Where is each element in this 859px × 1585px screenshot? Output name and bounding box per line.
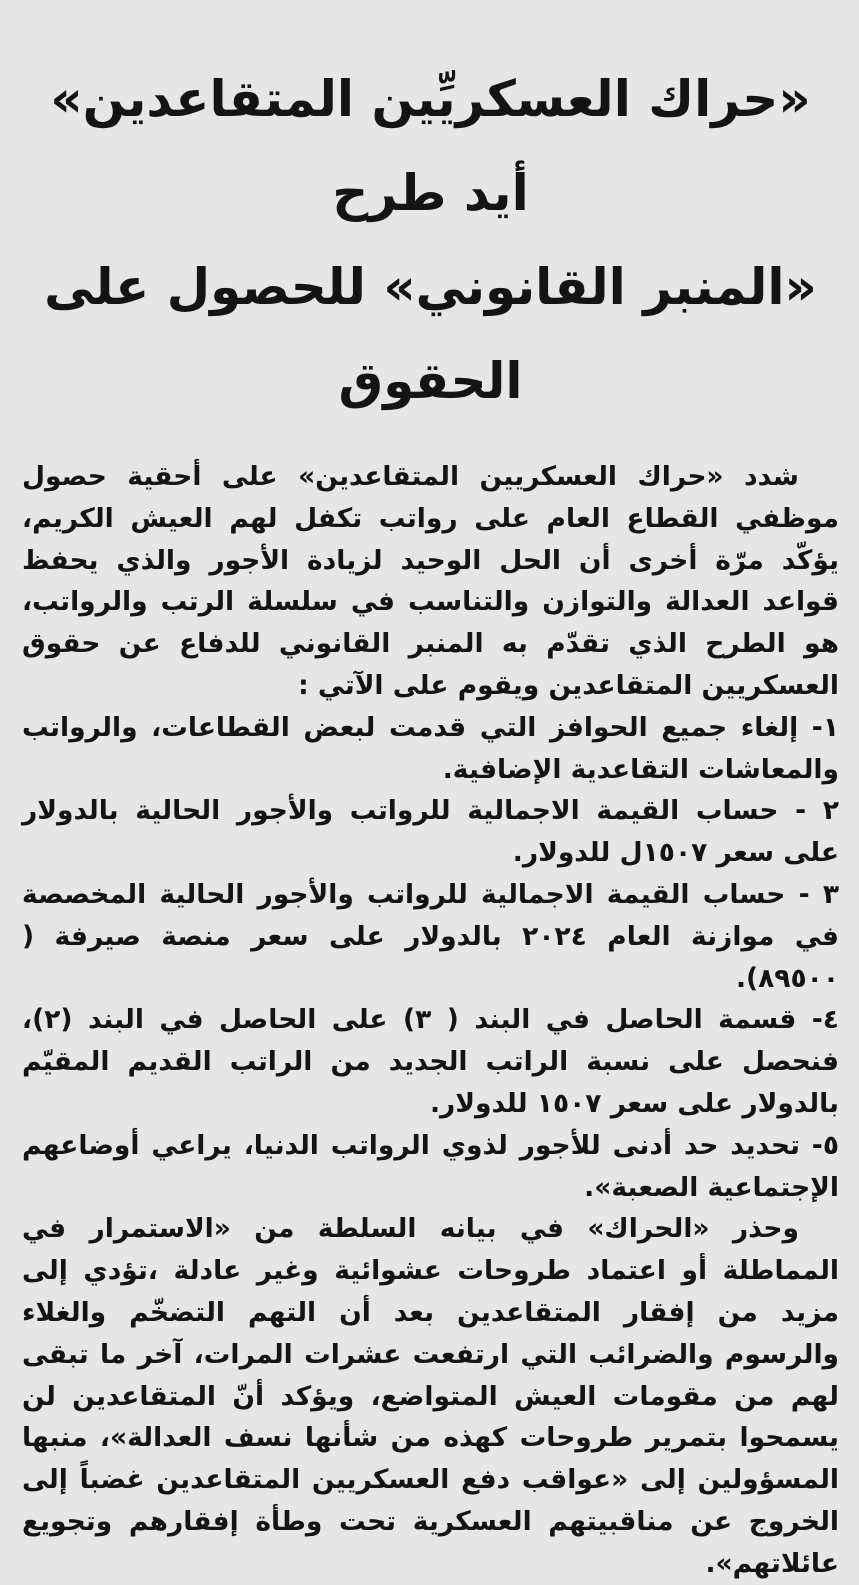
point-3: ٣ - حساب القيمة الاجمالية للرواتب والأجور الحالية المخصصة في موازنة العام ٢٠٢٤ بالدولار على سعر منصة صيرفة ( ٨٩٥٠٠).	[22, 878, 839, 994]
point-2: ٢ - حساب القيمة الاجمالية للرواتب والأجور الحالية بالدولار على سعر ١٥٠٧ل للدولار.	[22, 795, 839, 869]
point-5: ٥- تحديد حد أدنى للأجور لذوي الرواتب الدنيا، يراعي أوضاعهم الإجتماعية الصعبة».	[22, 1129, 839, 1203]
intro-paragraph: شدد «حراك العسكريين المتقاعدين» على أحقية حصول موظفي القطاع العام على رواتب تكفل لهم العيش الكريم، يؤكّد مرّة أخرى أن الحل الوحيد لزيادة الأجور والذي يحفظ قواعد العدالة والتوازن والتناسب في سلسلة الرتب والرواتب، هو الطرح الذي تقدّم به المنبر القانوني للدفاع عن حقوق العسكريين المتقاعدين ويقوم على الآتي :	[22, 461, 839, 701]
point-1: ١- إلغاء جميع الحوافز التي قدمت لبعض القطاعات، والرواتب والمعاشات التقاعدية الإضافية.	[22, 711, 839, 785]
headline-line-1: «حراك العسكريِّين المتقاعدين» أيد طرح	[50, 70, 811, 222]
point-4: ٤- قسمة الحاصل في البند ( ٣) على الحاصل في البند (٢)، فنحصل على نسبة الراتب الجديد من الراتب القديم المقيّم بالدولار على سعر ١٥٠٧ للدولار.	[22, 1004, 839, 1119]
closing-paragraph: وحذر «الحراك» في بيانه السلطة من «الاستمرار في المماطلة أو اعتماد طروحات عشوائية وغير عادلة ،تؤدي إلى مزيد من إفقار المتقاعدين بعد أن التهم التضخّم والغلاء والرسوم والضرائب التي ارتفعت عشرات المرات، آخر ما تبقى لهم من مقومات العيش المتواضع، ويؤكد أنّ المتقاعدين لن يسمحوا بتمرير طروحات كهذه من شأنها نسف العدالة»، منبها المسؤولين إلى «عواقب دفع العسكريين المتقاعدين غضباً إلى الخروج عن مناقبيتهم العسكرية تحت وطأة إفقارهم وتجويع عائلاتهم».	[22, 1213, 839, 1579]
headline-line-2: «المنبر القانوني» للحصول على الحقوق	[44, 258, 817, 410]
article-body	[22, 456, 839, 1585]
article-headline	[22, 52, 839, 428]
